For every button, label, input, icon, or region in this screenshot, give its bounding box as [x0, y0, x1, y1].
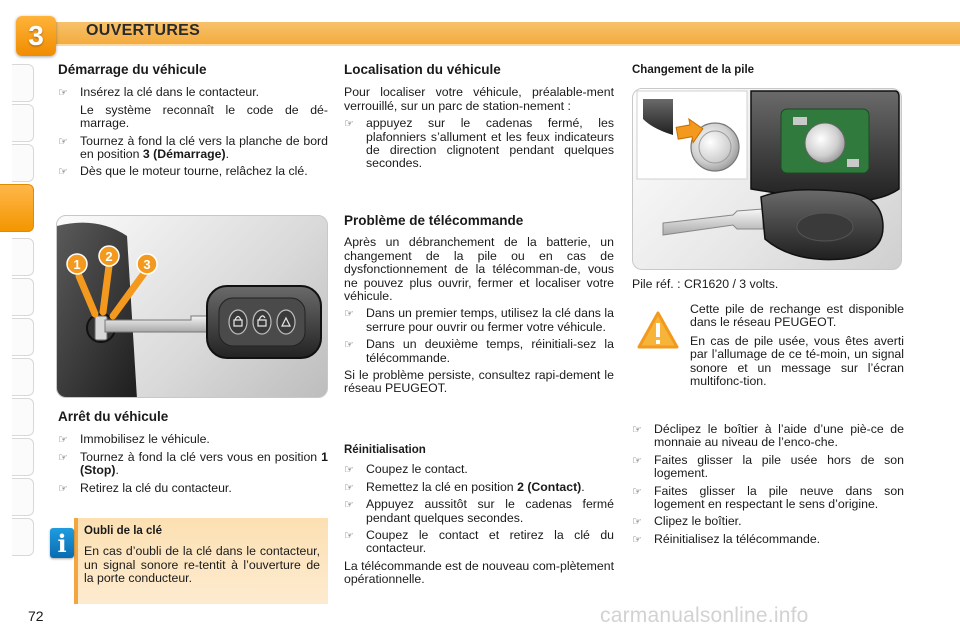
page-number: 72: [28, 608, 44, 624]
reinit-step-3: ☞ Appuyez aussitôt sur le cadenas fermé pendant quelques secondes.: [344, 498, 614, 525]
warning-exclamation-bar: [656, 323, 660, 337]
pile-reference: Pile réf. : CR1620 / 3 volts.: [632, 277, 779, 291]
side-tab-11[interactable]: [12, 518, 34, 556]
board-component-b: [847, 159, 859, 167]
installed-battery: [805, 123, 845, 163]
info-icon: i: [50, 528, 74, 558]
reinit-outro: La télécommande est de nouveau com-plètement opérationnelle.: [344, 558, 615, 587]
reinit-step-2-text: Remettez la clé en position: [366, 479, 518, 494]
shell-recess: [797, 213, 853, 241]
watermark: carmanualsonline.info: [600, 604, 809, 627]
section-title-pile: Changement de la pile: [632, 64, 755, 76]
battery-change-illustration: [632, 88, 902, 270]
pile-warning: [690, 303, 904, 388]
chapter-side-tabs: [0, 60, 36, 580]
warning-exclamation-dot: [656, 340, 660, 344]
side-tab-2b[interactable]: [12, 144, 34, 182]
side-tab-1[interactable]: [12, 64, 34, 102]
key-blade-folded: [663, 209, 763, 235]
section-title-reinitialisation: Réinitialisation: [344, 444, 426, 456]
pile-step-5: ☞ Réinitialisez la télécommande.: [632, 533, 904, 546]
section-localisation: [344, 63, 614, 171]
warning-triangle-icon: [636, 310, 680, 350]
info-box-text: En cas d’oubli de la clé dans le contacteur, un signal sonore re-tentit à l’ouverture de la porte conducteur.: [84, 544, 320, 586]
side-tab-4[interactable]: [12, 238, 34, 276]
arret-step-2: [58, 451, 328, 478]
reinit-step-2: [344, 481, 614, 494]
board-component-a: [793, 117, 807, 125]
demarrage-position-label: 3 (Démarrage): [142, 147, 226, 162]
section-arret: [58, 410, 328, 495]
pile-step-3: ☞ Faites glisser la pile neuve dans son logement en respectant le sens d’origine.: [632, 485, 904, 512]
demarrage-step-3: ☞ Dès que le moteur tourne, relâchez la clé.: [58, 165, 328, 178]
lock-button: [229, 310, 247, 334]
position-label-3: 3: [143, 257, 151, 272]
probleme-step-1: ☞ Dans un premier temps, utilisez la clé dans la serrure pour ouvrir ou fermer votre véhicule.: [344, 307, 614, 334]
pile-steps: [632, 423, 904, 546]
probleme-outro: Si le problème persiste, consultez rapi-dement le réseau PEUGEOT.: [344, 368, 614, 396]
arret-step-2-text: Tournez à fond la clé vers vous en position: [80, 449, 322, 464]
ignition-key-drawing: [57, 216, 328, 398]
pile-step-2: ☞ Faites glisser la pile usée hors de son logement.: [632, 454, 904, 481]
ignition-key-illustration: [56, 215, 328, 398]
localisation-step-1: ☞ appuyez sur le cadenas fermé, les plafonniers s’allument et les feux indicateurs de direction clignotent pendant quelques secondes.: [344, 117, 614, 171]
pile-step-4: ☞ Clipez le boîtier.: [632, 515, 904, 528]
reinit-step-2-end: .: [581, 479, 585, 494]
arret-position-label: 1 (Stop): [80, 449, 328, 478]
info-box-title: Oubli de la clé: [84, 525, 162, 537]
demarrage-step-2: [58, 135, 328, 162]
reinit-step-1: ☞ Coupez le contact.: [344, 463, 614, 476]
side-tab-2[interactable]: [12, 104, 34, 142]
section-title-localisation: Localisation du véhicule: [344, 62, 501, 77]
demarrage-step-1: ☞ Insérez la clé dans le contacteur.: [58, 86, 328, 99]
position-label-2: 2: [105, 249, 113, 264]
pile-warning-text-1: Cette pile de rechange est disponible dans le réseau PEUGEOT.: [690, 302, 904, 330]
boot-button: [277, 310, 295, 334]
side-tab-8[interactable]: [12, 398, 34, 436]
side-tab-9[interactable]: [12, 438, 34, 476]
position-label-1: 1: [73, 257, 81, 272]
arret-step-2-end: .: [115, 463, 119, 478]
side-tab-6[interactable]: [12, 318, 34, 356]
reinit-position-label: 2 (Contact): [517, 479, 582, 494]
info-box-content: [84, 525, 320, 586]
arret-step-1: ☞ Immobilisez le véhicule.: [58, 433, 328, 446]
section-title-probleme: Problème de télécommande: [344, 213, 524, 228]
side-tab-7[interactable]: [12, 358, 34, 396]
chapter-title: OUVERTURES: [86, 22, 201, 39]
section-reinitialisation: [344, 444, 614, 587]
probleme-intro: Après un débranchement de la batterie, un changement de la pile ou en cas de dysfonctionnement de la télécomman-de, vous ne pouvez plus ouvrir, fermer et localiser votre véhicule.: [344, 235, 614, 304]
side-tab-10[interactable]: [12, 478, 34, 516]
header-strip-highlight: [50, 44, 960, 46]
section-title-demarrage: Démarrage du véhicule: [58, 62, 207, 77]
section-demarrage: [58, 63, 328, 179]
demarrage-step-2-text: Tournez à fond la clé vers la planche de bord en position: [80, 133, 328, 162]
arret-step-3: ☞ Retirez la clé du contacteur.: [58, 482, 328, 495]
pile-step-1: ☞ Déclipez le boîtier à l’aide d’une piè-ce de monnaie au niveau de l’enco-che.: [632, 423, 904, 450]
section-title-arret: Arrêt du véhicule: [58, 409, 169, 424]
chapter-header: [0, 8, 960, 51]
side-tab-5[interactable]: [12, 278, 34, 316]
battery-change-drawing: [633, 89, 902, 270]
probleme-step-2: ☞ Dans un deuxième temps, réinitiali-sez la télécommande.: [344, 338, 614, 365]
demarrage-step-1-note: Le système reconnaît le code de dé-marrage.: [80, 102, 328, 131]
chapter-number-badge: 3: [16, 16, 56, 56]
localisation-intro: Pour localiser votre véhicule, préalable-ment verrouillé, sur un parc de station-nement :: [344, 85, 614, 113]
section-pile: [632, 278, 904, 291]
pile-warning-text-2: En cas de pile usée, vous êtes averti par l’allumage de ce té-moin, un signal sonore et un message sur l’écran multifonc-tion.: [690, 333, 904, 389]
side-tab-3-active[interactable]: [0, 184, 34, 232]
reinit-step-4: ☞ Coupez le contact et retirez la clé du contacteur.: [344, 529, 614, 556]
demarrage-step-2-end: .: [225, 147, 230, 162]
section-probleme: [344, 214, 614, 396]
unlock-button: [253, 310, 271, 334]
section-pile-title: [632, 64, 904, 77]
